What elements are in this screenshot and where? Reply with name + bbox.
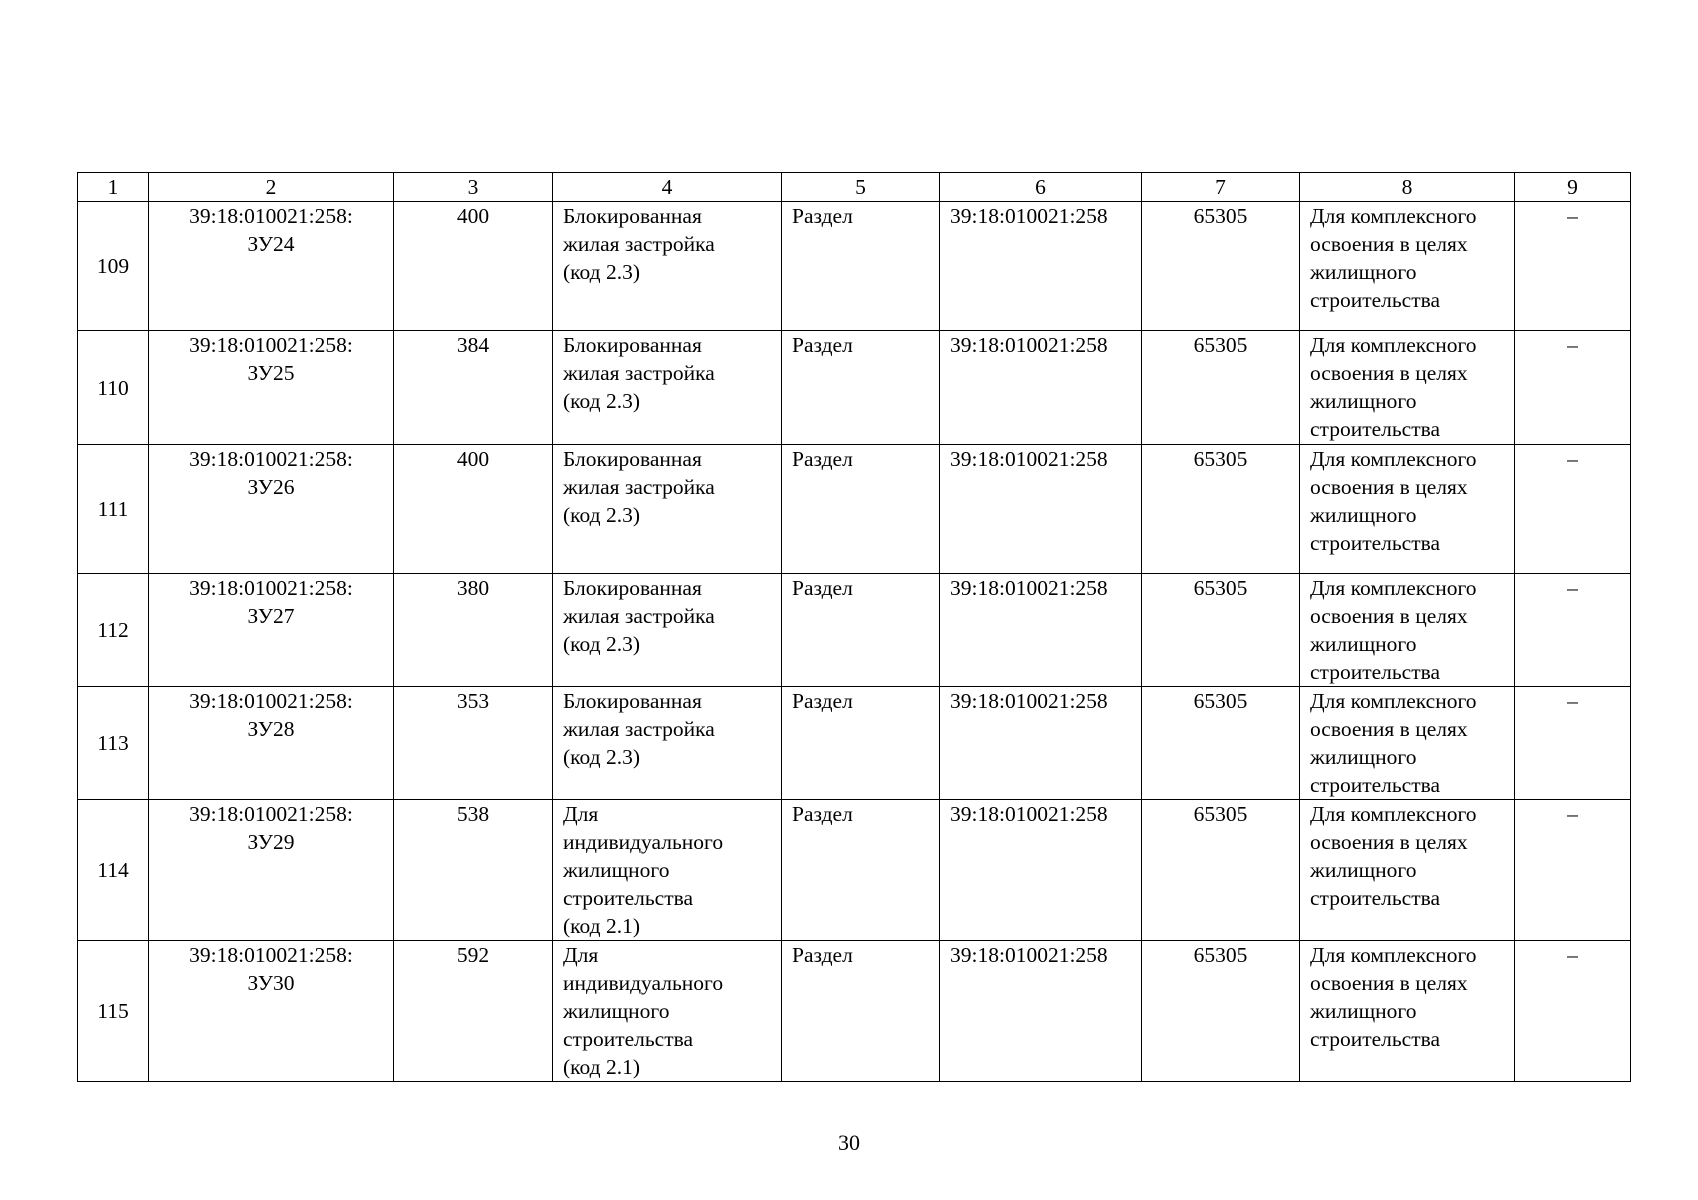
source-plot-cell: 39:18:010021:258 [940, 687, 1142, 800]
purpose-line: Для комплексного [1310, 802, 1477, 826]
area-cell: 380 [394, 574, 553, 687]
column-header: 9 [1515, 173, 1631, 202]
purpose-line: Для комплексного [1310, 689, 1477, 713]
permitted-use-line: индивидуального [563, 971, 724, 995]
cadastral-id-cell [149, 331, 394, 445]
row-number-cell: 113 [78, 687, 149, 800]
category-code-cell: 65305 [1142, 445, 1300, 574]
table-row [78, 574, 1631, 687]
purpose-line: освоения в целях [1310, 475, 1468, 499]
column-header: 5 [782, 173, 940, 202]
source-plot-cell: 39:18:010021:258 [940, 800, 1142, 941]
purpose-line: строительства [1310, 288, 1441, 312]
purpose-line: освоения в целях [1310, 232, 1468, 256]
formation-method-cell: Раздел [782, 331, 940, 445]
cadastral-id-cell [149, 445, 394, 574]
cadastral-id-line: 39:18:010021:258: [189, 802, 353, 826]
category-code-cell: 65305 [1142, 941, 1300, 1082]
purpose-cell [1300, 941, 1515, 1082]
purpose-line: жилищного [1310, 999, 1417, 1023]
source-plot-cell: 39:18:010021:258 [940, 445, 1142, 574]
permitted-use-line: Блокированная [563, 333, 702, 357]
table-row [78, 687, 1631, 800]
table-row [78, 202, 1631, 331]
purpose-line: строительства [1310, 886, 1441, 910]
cadastral-id-line: ЗУ29 [247, 830, 295, 854]
category-code-cell: 65305 [1142, 574, 1300, 687]
permitted-use-cell [553, 687, 782, 800]
area-cell: 538 [394, 800, 553, 941]
note-cell: – [1515, 445, 1631, 574]
formation-method-cell: Раздел [782, 800, 940, 941]
purpose-line: жилищного [1310, 503, 1417, 527]
permitted-use-line: строительства [563, 886, 694, 910]
permitted-use-line: жилищного [563, 858, 670, 882]
permitted-use-line: (код 2.1) [563, 914, 640, 938]
cadastral-id-line: ЗУ24 [247, 232, 295, 256]
permitted-use-line: жилая застройка [563, 232, 715, 256]
permitted-use-cell [553, 331, 782, 445]
column-number-header-row [78, 173, 1631, 202]
land-plots-table [77, 172, 1631, 1082]
cadastral-id-line: ЗУ27 [247, 604, 295, 628]
table-row [78, 445, 1631, 574]
column-header: 4 [553, 173, 782, 202]
permitted-use-line: индивидуального [563, 830, 724, 854]
formation-method-cell: Раздел [782, 687, 940, 800]
permitted-use-line: жилищного [563, 999, 670, 1023]
permitted-use-line: Блокированная [563, 447, 702, 471]
purpose-line: жилищного [1310, 632, 1417, 656]
purpose-line: Для комплексного [1310, 576, 1477, 600]
permitted-use-line: (код 2.3) [563, 632, 640, 656]
area-cell: 353 [394, 687, 553, 800]
column-header: 8 [1300, 173, 1515, 202]
table-row [78, 331, 1631, 445]
purpose-line: Для комплексного [1310, 943, 1477, 967]
permitted-use-cell [553, 574, 782, 687]
permitted-use-line: жилая застройка [563, 475, 715, 499]
area-cell: 400 [394, 445, 553, 574]
purpose-line: освоения в целях [1310, 717, 1468, 741]
permitted-use-line: Блокированная [563, 204, 702, 228]
column-header: 3 [394, 173, 553, 202]
row-number-cell: 115 [78, 941, 149, 1082]
cadastral-id-line: 39:18:010021:258: [189, 576, 353, 600]
area-cell: 384 [394, 331, 553, 445]
area-cell: 400 [394, 202, 553, 331]
table-row [78, 941, 1631, 1082]
permitted-use-cell [553, 941, 782, 1082]
purpose-line: строительства [1310, 773, 1441, 797]
purpose-line: освоения в целях [1310, 830, 1468, 854]
cadastral-id-line: ЗУ25 [247, 361, 295, 385]
purpose-cell [1300, 574, 1515, 687]
permitted-use-line: жилая застройка [563, 604, 715, 628]
formation-method-cell: Раздел [782, 574, 940, 687]
purpose-cell [1300, 687, 1515, 800]
row-number-cell: 109 [78, 202, 149, 331]
source-plot-cell: 39:18:010021:258 [940, 331, 1142, 445]
permitted-use-cell [553, 445, 782, 574]
cadastral-id-cell [149, 800, 394, 941]
note-cell: – [1515, 331, 1631, 445]
category-code-cell: 65305 [1142, 800, 1300, 941]
note-cell: – [1515, 800, 1631, 941]
cadastral-id-line: ЗУ30 [247, 971, 295, 995]
cadastral-id-line: ЗУ26 [247, 475, 295, 499]
permitted-use-cell [553, 800, 782, 941]
cadastral-id-line: 39:18:010021:258: [189, 204, 353, 228]
area-cell: 592 [394, 941, 553, 1082]
row-number-cell: 111 [78, 445, 149, 574]
purpose-cell [1300, 202, 1515, 331]
cadastral-id-cell [149, 687, 394, 800]
cadastral-id-cell [149, 941, 394, 1082]
cadastral-id-cell [149, 574, 394, 687]
purpose-cell [1300, 331, 1515, 445]
row-number-cell: 114 [78, 800, 149, 941]
purpose-line: освоения в целях [1310, 361, 1468, 385]
permitted-use-line: Для [563, 802, 599, 826]
purpose-line: жилищного [1310, 260, 1417, 284]
permitted-use-line: жилая застройка [563, 361, 715, 385]
purpose-line: жилищного [1310, 389, 1417, 413]
source-plot-cell: 39:18:010021:258 [940, 202, 1142, 331]
purpose-line: освоения в целях [1310, 971, 1468, 995]
cadastral-id-line: ЗУ28 [247, 717, 295, 741]
source-plot-cell: 39:18:010021:258 [940, 941, 1142, 1082]
note-cell: – [1515, 941, 1631, 1082]
column-header: 7 [1142, 173, 1300, 202]
row-number-cell: 112 [78, 574, 149, 687]
purpose-line: жилищного [1310, 858, 1417, 882]
cadastral-id-line: 39:18:010021:258: [189, 447, 353, 471]
category-code-cell: 65305 [1142, 331, 1300, 445]
cadastral-id-line: 39:18:010021:258: [189, 333, 353, 357]
permitted-use-line: (код 2.3) [563, 389, 640, 413]
note-cell: – [1515, 202, 1631, 331]
page-number: 30 [838, 1130, 860, 1155]
purpose-cell [1300, 445, 1515, 574]
table-body [78, 173, 1631, 1082]
cadastral-id-cell [149, 202, 394, 331]
permitted-use-line: Для [563, 943, 599, 967]
purpose-line: Для комплексного [1310, 447, 1477, 471]
purpose-line: жилищного [1310, 745, 1417, 769]
column-header: 1 [78, 173, 149, 202]
row-number-cell: 110 [78, 331, 149, 445]
formation-method-cell: Раздел [782, 941, 940, 1082]
purpose-line: Для комплексного [1310, 204, 1477, 228]
formation-method-cell: Раздел [782, 445, 940, 574]
permitted-use-cell [553, 202, 782, 331]
note-cell: – [1515, 687, 1631, 800]
category-code-cell: 65305 [1142, 687, 1300, 800]
purpose-line: освоения в целях [1310, 604, 1468, 628]
permitted-use-line: (код 2.3) [563, 503, 640, 527]
category-code-cell: 65305 [1142, 202, 1300, 331]
permitted-use-line: (код 2.1) [563, 1055, 640, 1079]
formation-method-cell: Раздел [782, 202, 940, 331]
permitted-use-line: жилая застройка [563, 717, 715, 741]
permitted-use-line: Блокированная [563, 689, 702, 713]
cadastral-id-line: 39:18:010021:258: [189, 689, 353, 713]
purpose-line: строительства [1310, 417, 1441, 441]
purpose-line: строительства [1310, 1027, 1441, 1051]
purpose-line: строительства [1310, 660, 1441, 684]
note-cell: – [1515, 574, 1631, 687]
purpose-line: Для комплексного [1310, 333, 1477, 357]
permitted-use-line: (код 2.3) [563, 260, 640, 284]
permitted-use-line: строительства [563, 1027, 694, 1051]
permitted-use-line: Блокированная [563, 576, 702, 600]
column-header: 6 [940, 173, 1142, 202]
source-plot-cell: 39:18:010021:258 [940, 574, 1142, 687]
column-header: 2 [149, 173, 394, 202]
cadastral-id-line: 39:18:010021:258: [189, 943, 353, 967]
table-row [78, 800, 1631, 941]
purpose-line: строительства [1310, 531, 1441, 555]
purpose-cell [1300, 800, 1515, 941]
permitted-use-line: (код 2.3) [563, 745, 640, 769]
